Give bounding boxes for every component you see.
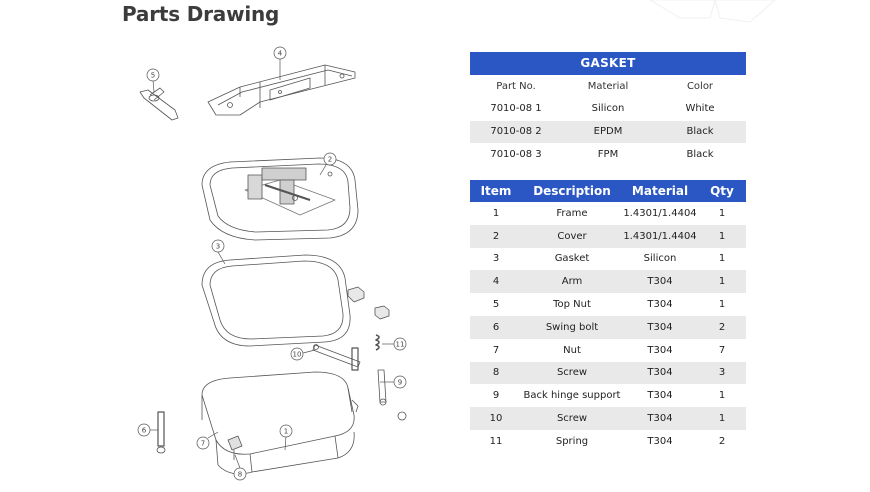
- column-header: Part No.: [470, 75, 562, 97]
- table-cell: 1: [698, 407, 746, 430]
- table-cell: T304: [622, 407, 698, 430]
- table-cell: 3: [698, 362, 746, 385]
- table-cell: 1: [470, 202, 522, 225]
- table-cell: Gasket: [522, 248, 622, 271]
- table-cell: 2: [470, 225, 522, 248]
- column-header: Material: [622, 180, 698, 202]
- callout-label-10: 10: [292, 350, 302, 359]
- table-cell: Screw: [522, 407, 622, 430]
- table-row: [470, 384, 746, 407]
- table-cell: 1: [698, 293, 746, 316]
- table-cell: Back hinge support: [522, 384, 622, 407]
- table-cell: 3: [470, 248, 522, 271]
- nuts-part: [348, 287, 389, 319]
- callout-label-7: 7: [200, 439, 206, 448]
- table-row: [470, 248, 746, 271]
- table-cell: 7010-08 3: [470, 143, 562, 166]
- gasket-table: [470, 52, 746, 167]
- column-header: Material: [562, 75, 654, 97]
- table-cell: 6: [470, 316, 522, 339]
- table-cell: Frame: [522, 202, 622, 225]
- table-row: [470, 97, 746, 120]
- table-cell: 4: [470, 270, 522, 293]
- table-cell: 5: [470, 293, 522, 316]
- table-cell: 11: [470, 430, 522, 453]
- table-cell: 2: [698, 430, 746, 453]
- table-cell: 7010-08 1: [470, 97, 562, 120]
- table-cell: T304: [622, 316, 698, 339]
- table-cell: White: [654, 97, 746, 120]
- table-cell: 1: [698, 202, 746, 225]
- table-cell: Silicon: [562, 97, 654, 120]
- frame-part: [202, 372, 358, 474]
- table-cell: 7010-08 2: [470, 120, 562, 143]
- top-nut-part: [140, 88, 178, 120]
- table-cell: 1.4301/1.4404: [622, 202, 698, 225]
- table-cell: Spring: [522, 430, 622, 453]
- callout-label-1: 1: [283, 427, 289, 436]
- page-title: Parts Drawing: [122, 2, 280, 26]
- table-cell: Top Nut: [522, 293, 622, 316]
- table-cell: 10: [470, 407, 522, 430]
- table-cell: Arm: [522, 270, 622, 293]
- column-header: Item: [470, 180, 522, 202]
- table-cell: 8: [470, 362, 522, 385]
- table-row: [470, 120, 746, 143]
- table-cell: Cover: [522, 225, 622, 248]
- callout-label-11: 11: [395, 340, 405, 349]
- cover-part: [202, 155, 358, 240]
- table-cell: Swing bolt: [522, 316, 622, 339]
- table-row: [470, 407, 746, 430]
- table-row: [470, 225, 746, 248]
- hexagon-decoration: [640, 0, 790, 30]
- callout-label-4: 4: [277, 49, 283, 58]
- callout-label-9: 9: [397, 378, 403, 387]
- table-cell: Black: [654, 120, 746, 143]
- parts-table: [470, 180, 746, 453]
- table-row: [470, 362, 746, 385]
- callout-label-5: 5: [150, 71, 156, 80]
- table-row: [470, 270, 746, 293]
- spring-part: [376, 335, 379, 350]
- callout-label-2: 2: [327, 155, 333, 164]
- table-cell: FPM: [562, 143, 654, 166]
- table-row: [470, 143, 746, 166]
- table-cell: 1: [698, 270, 746, 293]
- callout-label-3: 3: [215, 242, 221, 251]
- table-cell: Black: [654, 143, 746, 166]
- table-cell: T304: [622, 362, 698, 385]
- table-cell: 1: [698, 225, 746, 248]
- table-cell: 7: [698, 339, 746, 362]
- table-cell: 9: [470, 384, 522, 407]
- table-cell: Screw: [522, 362, 622, 385]
- table-row: [470, 430, 746, 453]
- table-row: [470, 339, 746, 362]
- screw-8-part: [228, 436, 242, 460]
- callout-label-8: 8: [237, 470, 243, 479]
- table-cell: 1.4301/1.4404: [622, 225, 698, 248]
- table-row: [470, 316, 746, 339]
- table-cell: T304: [622, 339, 698, 362]
- table-cell: Silicon: [622, 248, 698, 271]
- column-header: Qty: [698, 180, 746, 202]
- table-cell: T304: [622, 293, 698, 316]
- table-row: [470, 293, 746, 316]
- table-cell: 1: [698, 384, 746, 407]
- column-header: Description: [522, 180, 622, 202]
- callout-label-6: 6: [141, 426, 147, 435]
- table-cell: 1: [698, 248, 746, 271]
- gasket-table-title: GASKET: [470, 52, 746, 75]
- swing-bolt-part: [157, 412, 165, 453]
- arm-part: [208, 65, 355, 115]
- table-cell: T304: [622, 384, 698, 407]
- table-row: [470, 202, 746, 225]
- column-header: Color: [654, 75, 746, 97]
- table-cell: EPDM: [562, 120, 654, 143]
- parts-drawing: [130, 40, 420, 490]
- table-cell: 2: [698, 316, 746, 339]
- table-cell: Nut: [522, 339, 622, 362]
- table-cell: T304: [622, 430, 698, 453]
- table-cell: T304: [622, 270, 698, 293]
- gasket-part: [202, 255, 350, 346]
- table-cell: 7: [470, 339, 522, 362]
